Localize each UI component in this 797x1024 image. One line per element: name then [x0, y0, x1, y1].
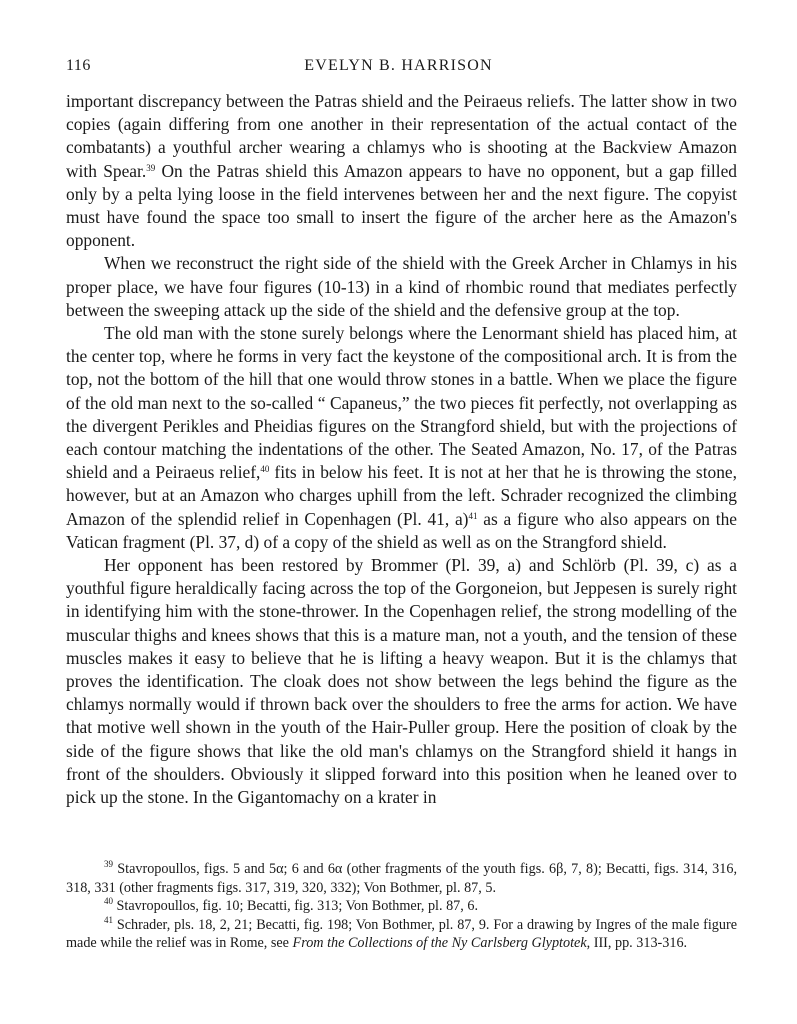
footnote-ref-40: 40 — [260, 464, 270, 475]
paragraph-4: Her opponent has been restored by Brommer (Pl. 39, a) and Schlörb (Pl. 39, c) as a youthful figure heraldically facing across the top of the Gorgoneion, but Jeppesen is surely right in identifying him with the stone-thrower. In the Copenhagen relief, the strong modelling of the muscular thighs and knees shows that this is a mature man, not a youth, and the tension of these muscles makes it easy to believe that he is lifting a heavy weapon. But it is the chlamys that proves the identification. The cloak does not show between the legs behind the figure as the chlamys normally would if thrown back over the shoulders to free the arms for action. We have that motive well shown in the youth of the Hair-Puller group. Here the position of cloak by the side of the figure shows that like the old man's chlamys on the Strangford shield it hangs in front of the shoulders. Obviously it slipped forward into this position when he leaned over to pick up the stone. In the Gigantomachy on a krater in — [66, 555, 737, 808]
footnote-39 — [66, 860, 737, 897]
footnote-title: From the Collections of the Ny Carlsberg Glyptotek — [292, 935, 587, 951]
footnote-text: Stavropoullos, figs. 5 and 5α; 6 and 6α (other fragments of the youth figs. 6β, 7, 8); Becatti, figs. 314, 316, 318, 331 (other fragments figs. 317, 319, 320, 332); Von Bothmer, pl. 87, 5. — [66, 861, 737, 896]
running-head: EVELYN B. HARRISON — [304, 57, 493, 74]
footnote-text: Stavropoullos, fig. 10; Becatti, fig. 313; Von Bothmer, pl. 87, 6. — [113, 898, 479, 914]
paragraph-1-text-b: On the Patras shield this Amazon appears to have no opponent, but a gap filled only by a pelta lying loose in the field intervenes between her and the next figure. The copyist must have found the space too small to insert the figure of the archer here as the Amazon's opponent. — [66, 160, 737, 251]
footnote-tail: , III, pp. 313-316. — [586, 935, 688, 951]
paragraph-1 — [66, 90, 737, 252]
footnote-41 — [66, 916, 737, 953]
footnote-ref-39: 39 — [146, 162, 156, 173]
paragraph-2: When we reconstruct the right side of the shield with the Greek Archer in Chlamys in his proper place, we have four figures (10-13) in a kind of rhombic round that mediates perfectly between the sweeping attack up the side of the shield and the defensive group at the top. — [66, 253, 737, 320]
paragraph-1-text-a: important discrepancy between the Patras shield and the Peiraeus reliefs. The latter show in two copies (again differing from one another in their representation of the actual contact of the combatants) a youthful archer wearing a chlamys who is shooting at the Backview Amazon with Spear. — [66, 91, 737, 181]
footnote-text: Schrader, pls. 18, 2, 21; Becatti, fig. 198; Von Bothmer, pl. 87, 9. For a drawing by Ingres of the male figure made while the relief was in Rome, see — [66, 916, 737, 951]
body-text — [66, 90, 737, 809]
paragraph-3-text-a: The old man with the stone surely belongs where the Lenormant shield has placed him, at the center top, where he forms in very fact the keystone of the compositional arch. It is from the top, not the bottom of the hill that one would throw stones in a battle. When we place the figure of the old man next to the so-called “ Capaneus,” the two pieces fit perfectly, not overlapping as the divergent Perikles and Pheidias figures on the Strangford shield, but with the projections of each contour matching the indentations of the other. The Seated Amazon, No. 17, of the Patras shield and a Peiraeus relief, — [66, 323, 737, 483]
paragraph-3 — [66, 322, 737, 554]
paragraph-3-text-c: as a figure who also appears on the Vatican fragment (Pl. 37, d) of a copy of the shield as well as on the Strangford shield. — [66, 508, 737, 552]
page-number: 116 — [66, 57, 91, 74]
footnote-ref-41: 41 — [468, 510, 478, 521]
footnote-number: 40 — [104, 896, 113, 906]
footnote-40 — [66, 897, 737, 916]
footnote-number: 39 — [104, 859, 113, 869]
paragraph-3-text-b: fits in below his feet. It is not at her that he is throwing the stone, however, but at an Amazon who charges uphill from the left. Schrader recognized the climbing Amazon of the splendid relief in Copenhagen (Pl. 41, a) — [66, 462, 737, 529]
footnote-number: 41 — [104, 914, 113, 925]
footnotes — [66, 860, 737, 953]
